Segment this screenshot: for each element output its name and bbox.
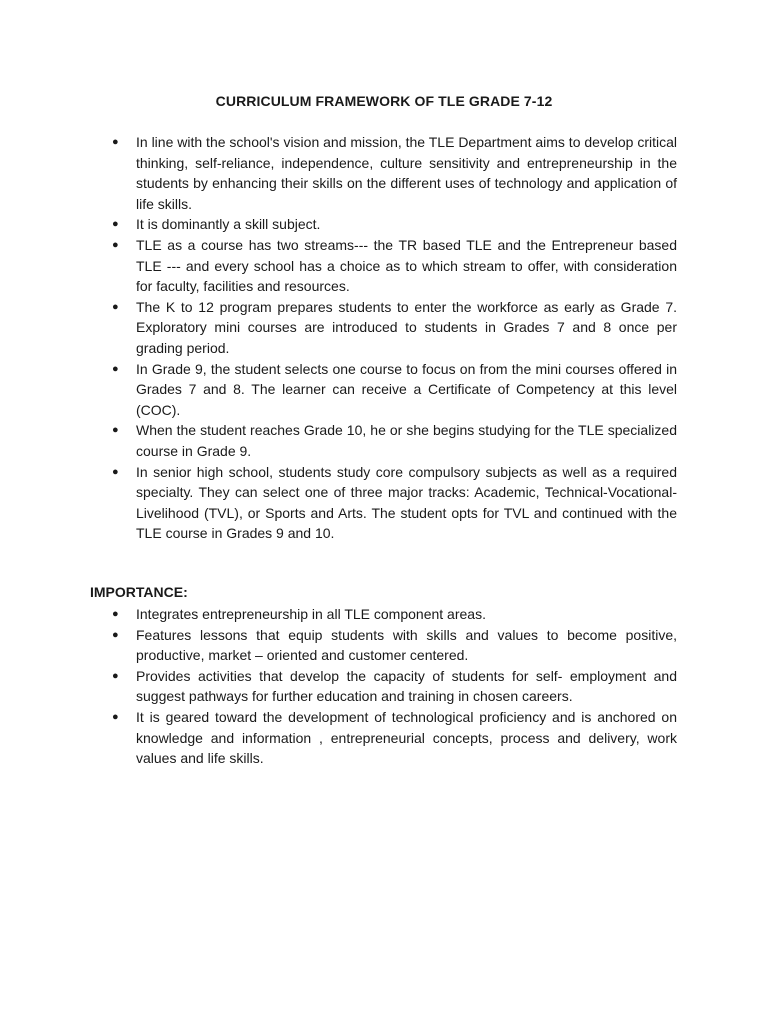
list-item bbox=[112, 604, 677, 625]
list-item bbox=[112, 297, 677, 359]
list-item-text: It is dominantly a skill subject. bbox=[136, 216, 321, 233]
list-item-text: When the student reaches Grade 10, he or she begins studying for the TLE specialized course in Grade 9. bbox=[136, 422, 677, 459]
bullet-icon: ● bbox=[112, 628, 119, 641]
list-item-text: In senior high school, students study core compulsory subjects as well as a required specialty. They can select one of three major tracks: Academic, Technical-Vocational-Livelihood (TVL), or Sports and Arts. The student opts for TVL and continued with the TLE course in Grades 9 and 10. bbox=[136, 463, 677, 542]
bullet-icon: ● bbox=[112, 465, 119, 478]
list-item-text: It is geared toward the development of technological proficiency and is anchored on knowledge and information , entrepreneurial concepts, process and delivery, work values and life skills. bbox=[136, 708, 677, 767]
bullet-icon: ● bbox=[112, 710, 119, 723]
list-item bbox=[112, 132, 677, 214]
page-title: CURRICULUM FRAMEWORK OF TLE GRADE 7-12 bbox=[215, 93, 553, 109]
list-item-text: The K to 12 program prepares students to enter the workforce as early as Grade 7. Exploratory mini courses are introduced to students in Grades 7 and 8 once per grading period. bbox=[136, 298, 677, 356]
bullet-icon: ● bbox=[112, 608, 119, 620]
list-item-text: Features lessons that equip students with skills and values to become positive, productive, market – oriented and customer centered. bbox=[136, 626, 677, 664]
list-item-text: In line with the school's vision and mission, the TLE Department aims to develop critical thinking, self-reliance, independence, culture sensitivity and entrepreneurship in the students by enhancing their skills on the different uses of technology and application of life skills. bbox=[136, 134, 677, 212]
list-item bbox=[112, 462, 677, 544]
bullet-icon: ● bbox=[112, 218, 119, 231]
bullet-icon: ● bbox=[112, 669, 119, 682]
bullet-icon: ● bbox=[112, 238, 119, 251]
list-item bbox=[112, 420, 677, 461]
bullet-icon: ● bbox=[112, 300, 119, 313]
bullet-icon: ● bbox=[112, 424, 119, 437]
list-item bbox=[112, 666, 677, 707]
list-item-text: In Grade 9, the student selects one course to focus on from the mini courses offered in Grades 7 and 8. The learner can receive a Certificate of Competency at this level (COC). bbox=[136, 360, 677, 418]
list-item-text: Provides activities that develop the capacity of students for self- employment and suggest pathways for further education and training in chosen careers. bbox=[136, 667, 677, 705]
list-item bbox=[112, 625, 677, 666]
bullet-icon: ● bbox=[112, 136, 119, 148]
importance-bullet-list bbox=[112, 604, 677, 769]
list-item-text: TLE as a course has two streams--- the TR based TLE and the Entrepreneur based TLE --- and every school has a choice as to which stream to offer, with consideration for faculty, facilities and resources. bbox=[136, 236, 677, 295]
main-bullet-list bbox=[112, 132, 677, 544]
list-item bbox=[112, 235, 677, 297]
bullet-icon: ● bbox=[112, 362, 119, 375]
list-item-text: Integrates entrepreneurship in all TLE component areas. bbox=[136, 606, 486, 622]
list-item bbox=[112, 707, 677, 769]
list-item bbox=[112, 214, 677, 235]
importance-heading: IMPORTANCE: bbox=[90, 584, 188, 600]
list-item bbox=[112, 359, 677, 421]
